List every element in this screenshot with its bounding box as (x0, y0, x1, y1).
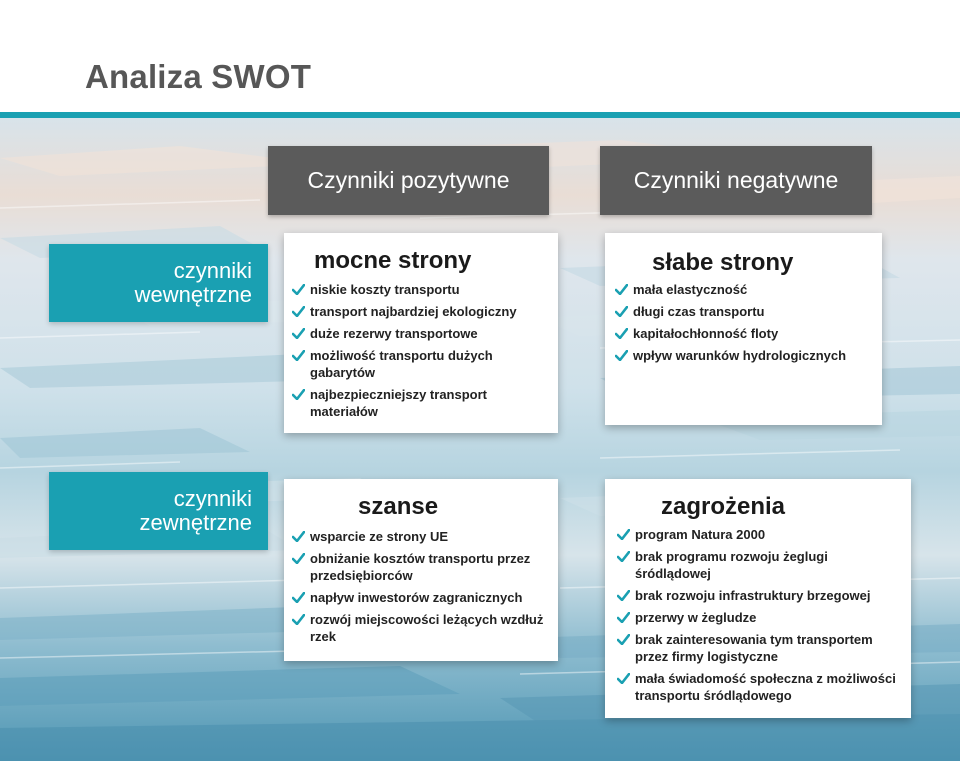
list-item (615, 325, 877, 342)
list-item-text: duże rezerwy transportowe (310, 326, 478, 341)
column-header-negative: Czynniki negatywne (600, 146, 872, 215)
card-threats (605, 479, 911, 718)
check-icon (292, 389, 305, 400)
strengths-list (292, 281, 554, 425)
list-item-text: brak rozwoju infrastruktury brzegowej (635, 588, 871, 603)
check-icon (615, 306, 628, 317)
list-item (292, 325, 554, 342)
list-item (617, 670, 907, 704)
list-item (292, 303, 554, 320)
list-item (617, 609, 907, 626)
list-item-text: możliwość transportu dużych gabarytów (310, 348, 493, 380)
list-item-text: wpływ warunków hydrologicznych (633, 348, 847, 363)
card-weaknesses (605, 233, 882, 425)
check-icon (292, 350, 305, 361)
card-opportunities (284, 479, 558, 661)
list-item (292, 550, 554, 584)
list-item (615, 303, 877, 320)
opportunities-list (292, 528, 554, 650)
list-item (617, 548, 907, 582)
check-icon (292, 531, 305, 542)
check-icon (617, 673, 630, 684)
check-icon (292, 284, 305, 295)
list-item (292, 347, 554, 381)
check-icon (292, 306, 305, 317)
list-item-text: kapitałochłonność floty (633, 326, 779, 341)
check-icon (292, 614, 305, 625)
page-title: Analiza SWOT (85, 58, 312, 95)
check-icon (617, 590, 630, 601)
row-header-internal-line2: wewnętrzne (134, 282, 252, 307)
card-strengths (284, 233, 558, 433)
card-threats-title: zagrożenia (661, 493, 786, 520)
check-icon (292, 553, 305, 564)
list-item (292, 611, 554, 645)
list-item-text: długi czas transportu (633, 304, 765, 319)
row-header-internal (49, 244, 268, 322)
list-item-text: najbezpieczniejszy transport materiałów (310, 387, 487, 419)
check-icon (615, 328, 628, 339)
check-icon (617, 529, 630, 540)
check-icon (615, 350, 628, 361)
list-item-text: rozwój miejscowości leżących wzdłuż rzek (310, 612, 544, 644)
list-item (292, 589, 554, 606)
card-strengths-title: mocne strony (314, 247, 472, 274)
card-opportunities-title: szanse (358, 493, 439, 520)
list-item-text: niskie koszty transportu (310, 282, 460, 297)
check-icon (292, 328, 305, 339)
list-item-text: wsparcie ze strony UE (310, 529, 448, 544)
check-icon (292, 592, 305, 603)
weaknesses-list (615, 281, 877, 369)
list-item-text: program Natura 2000 (635, 527, 766, 542)
list-item (292, 528, 554, 545)
check-icon (615, 284, 628, 295)
check-icon (617, 551, 630, 562)
row-header-external (49, 472, 268, 550)
list-item (292, 386, 554, 420)
list-item (615, 347, 877, 364)
list-item-text: obniżanie kosztów transportu przez przedsiębiorców (310, 551, 531, 583)
list-item-text: brak zainteresowania tym transportem przez firmy logistyczne (635, 632, 873, 664)
list-item (617, 587, 907, 604)
list-item-text: mała elastyczność (633, 282, 748, 297)
card-weaknesses-title: słabe strony (652, 249, 794, 276)
list-item-text: transport najbardziej ekologiczny (310, 304, 517, 319)
row-header-external-line2: zewnętrzne (139, 510, 252, 535)
threats-list (617, 526, 907, 709)
row-header-internal-line1: czynniki (173, 258, 252, 283)
list-item (617, 631, 907, 665)
list-item (292, 281, 554, 298)
list-item (617, 526, 907, 543)
list-item-text: brak programu rozwoju żeglugi śródlądowej (635, 549, 828, 581)
check-icon (617, 612, 630, 623)
list-item-text: mała świadomość społeczna z możliwości transportu śródlądowego (635, 671, 896, 703)
row-header-external-line1: czynniki (173, 486, 252, 511)
check-icon (617, 634, 630, 645)
list-item-text: napływ inwestorów zagranicznych (310, 590, 523, 605)
list-item (615, 281, 877, 298)
list-item-text: przerwy w żegludze (635, 610, 757, 625)
column-header-positive: Czynniki pozytywne (268, 146, 549, 215)
